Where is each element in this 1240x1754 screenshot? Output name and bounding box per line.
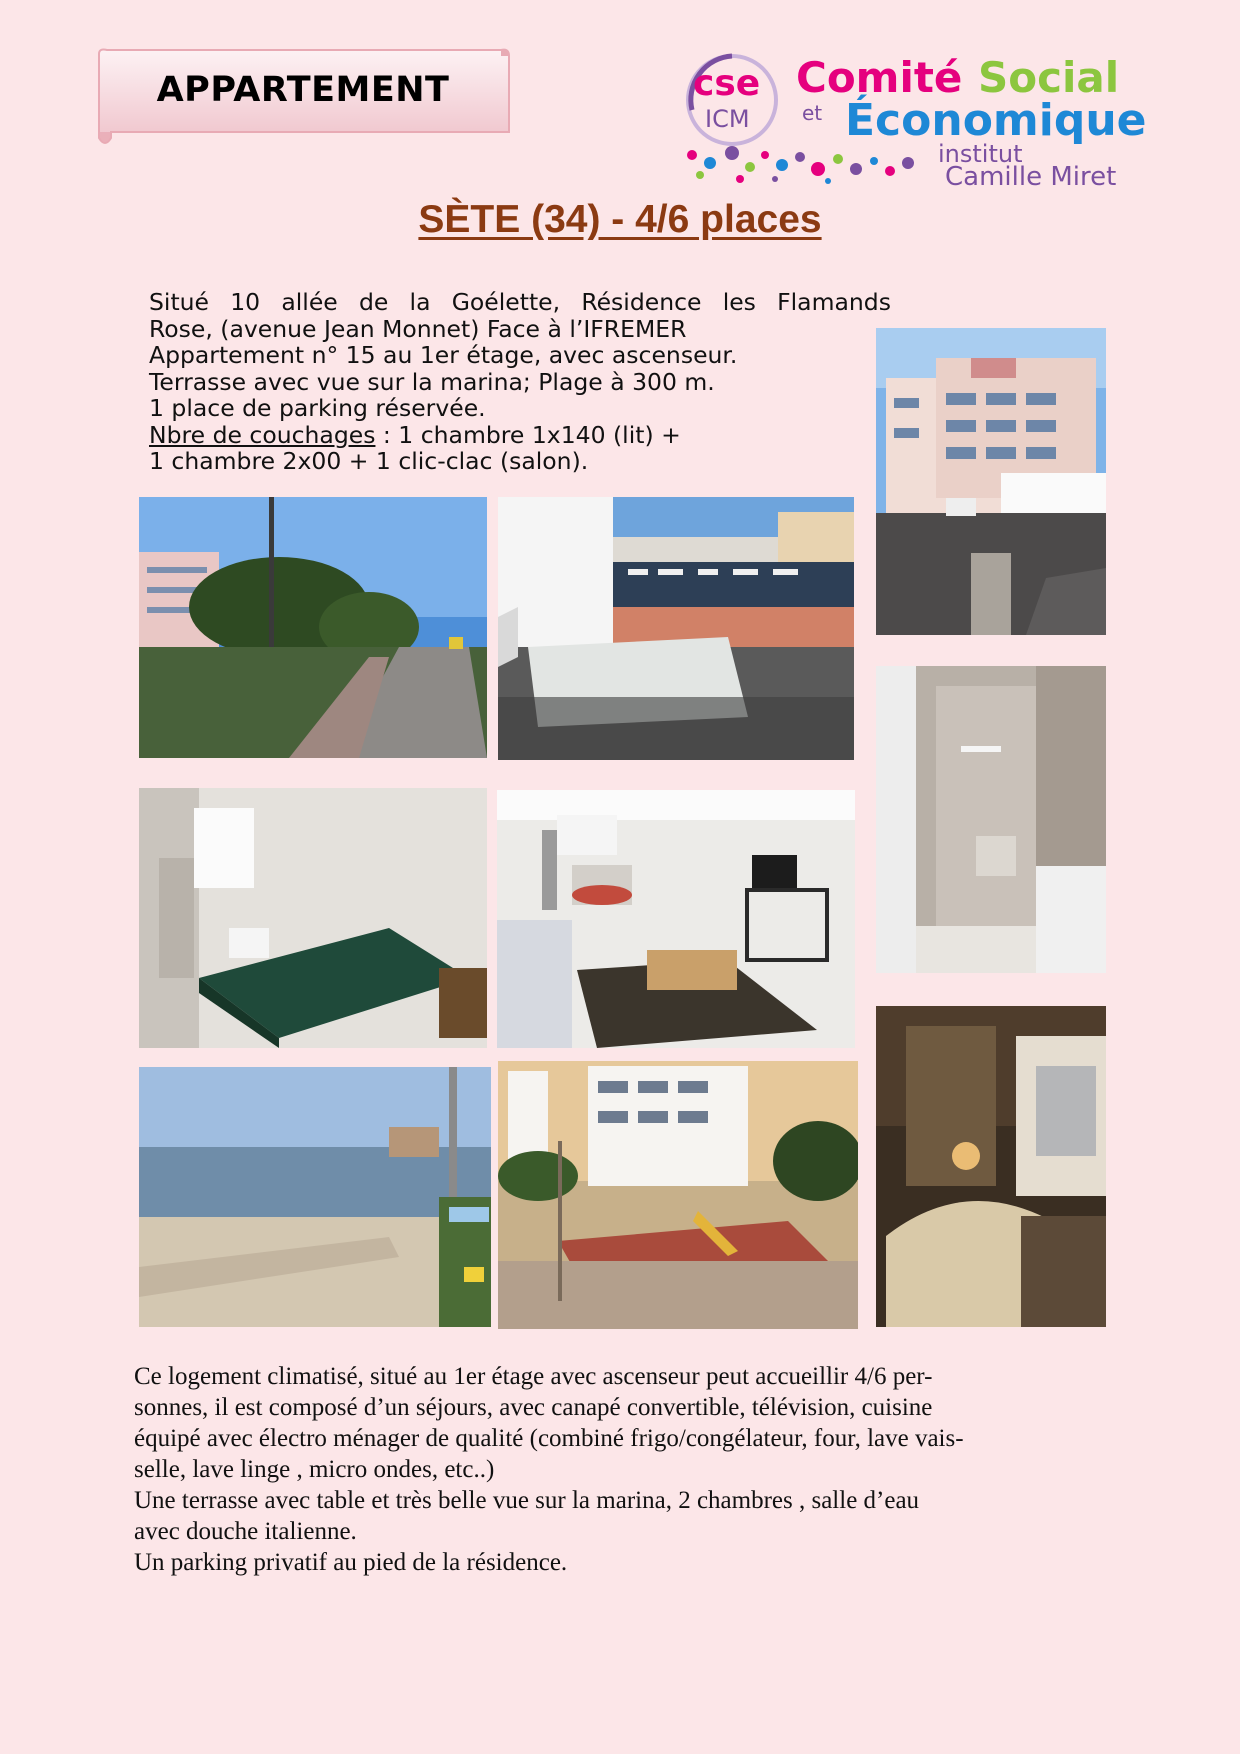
terrace-marina-photo — [498, 497, 854, 760]
beach-photo — [139, 1067, 491, 1327]
logo-institut: institut — [938, 140, 1023, 168]
logo-economique: Économique — [845, 95, 1147, 146]
address-line-1 — [149, 289, 891, 316]
description-line: avec douche italienne. — [134, 1518, 357, 1545]
confetti-dots-icon — [680, 145, 940, 185]
logo-et: et — [802, 101, 823, 125]
beds-label: Nbre de couchages — [149, 420, 376, 449]
description-line: sonnes, il est composé d’un séjours, avec canapé convertible, télévision, cuisine — [134, 1394, 933, 1421]
address-line-3: Appartement n° 15 au 1er étage, avec ascenseur. — [149, 341, 738, 369]
word: Goélette, — [451, 288, 561, 316]
address-block — [149, 289, 891, 475]
address-line-5: 1 place de parking réservée. — [149, 394, 486, 422]
logo-cse-text: cse — [693, 63, 761, 104]
logo-camille-miret: Camille Miret — [945, 162, 1117, 192]
banner-label: APPARTEMENT — [156, 70, 450, 110]
logo-social: Social — [978, 53, 1120, 102]
living-room-photo — [497, 790, 855, 1048]
word: Situé — [149, 288, 210, 316]
twin-bedroom-photo — [139, 788, 487, 1048]
beds-detail: : 1 chambre 1x140 (lit) + — [375, 420, 681, 449]
residence-exterior-photo — [876, 328, 1106, 635]
word: Flamands — [777, 288, 891, 316]
logo-comite: Comité — [796, 53, 963, 102]
double-bedroom-photo — [876, 1006, 1106, 1327]
page-title: SÈTE (34) - 4/6 places — [418, 198, 822, 241]
shower-room-photo — [876, 666, 1106, 973]
description-line: Un parking privatif au pied de la résidence. — [134, 1549, 568, 1576]
word: de — [358, 288, 389, 316]
cse-logo — [680, 45, 1147, 195]
address-line-4: Terrasse avec vue sur la marina; Plage à 300 m. — [149, 367, 715, 396]
address-line-7: 1 chambre 2x00 + 1 clic-clac (salon). — [149, 447, 589, 475]
word: allée — [281, 288, 338, 316]
address-line-2: Rose, (avenue Jean Monnet) Face à l’IFREMER — [149, 314, 687, 343]
street-palms-photo — [139, 497, 487, 758]
description-line: Ce logement climatisé, situé au 1er étage avec ascenseur peut accueillir 4/6 per- — [134, 1363, 933, 1390]
word: les — [722, 288, 756, 316]
playground-photo — [498, 1061, 858, 1329]
description-line: selle, lave linge , micro ondes, etc..) — [134, 1456, 495, 1483]
word: 10 — [230, 288, 261, 316]
description-line: Une terrasse avec table et très belle vue sur la marina, 2 chambres , salle d’eau — [134, 1487, 920, 1514]
word: Résidence — [581, 288, 702, 316]
logo-icm-text: ICM — [705, 105, 750, 133]
beds-line — [149, 422, 891, 449]
appartement-banner — [95, 48, 511, 146]
word: la — [409, 288, 431, 316]
description-block — [134, 1361, 1100, 1578]
description-line: équipé avec électro ménager de qualité (combiné frigo/congélateur, four, lave vais- — [134, 1425, 964, 1452]
